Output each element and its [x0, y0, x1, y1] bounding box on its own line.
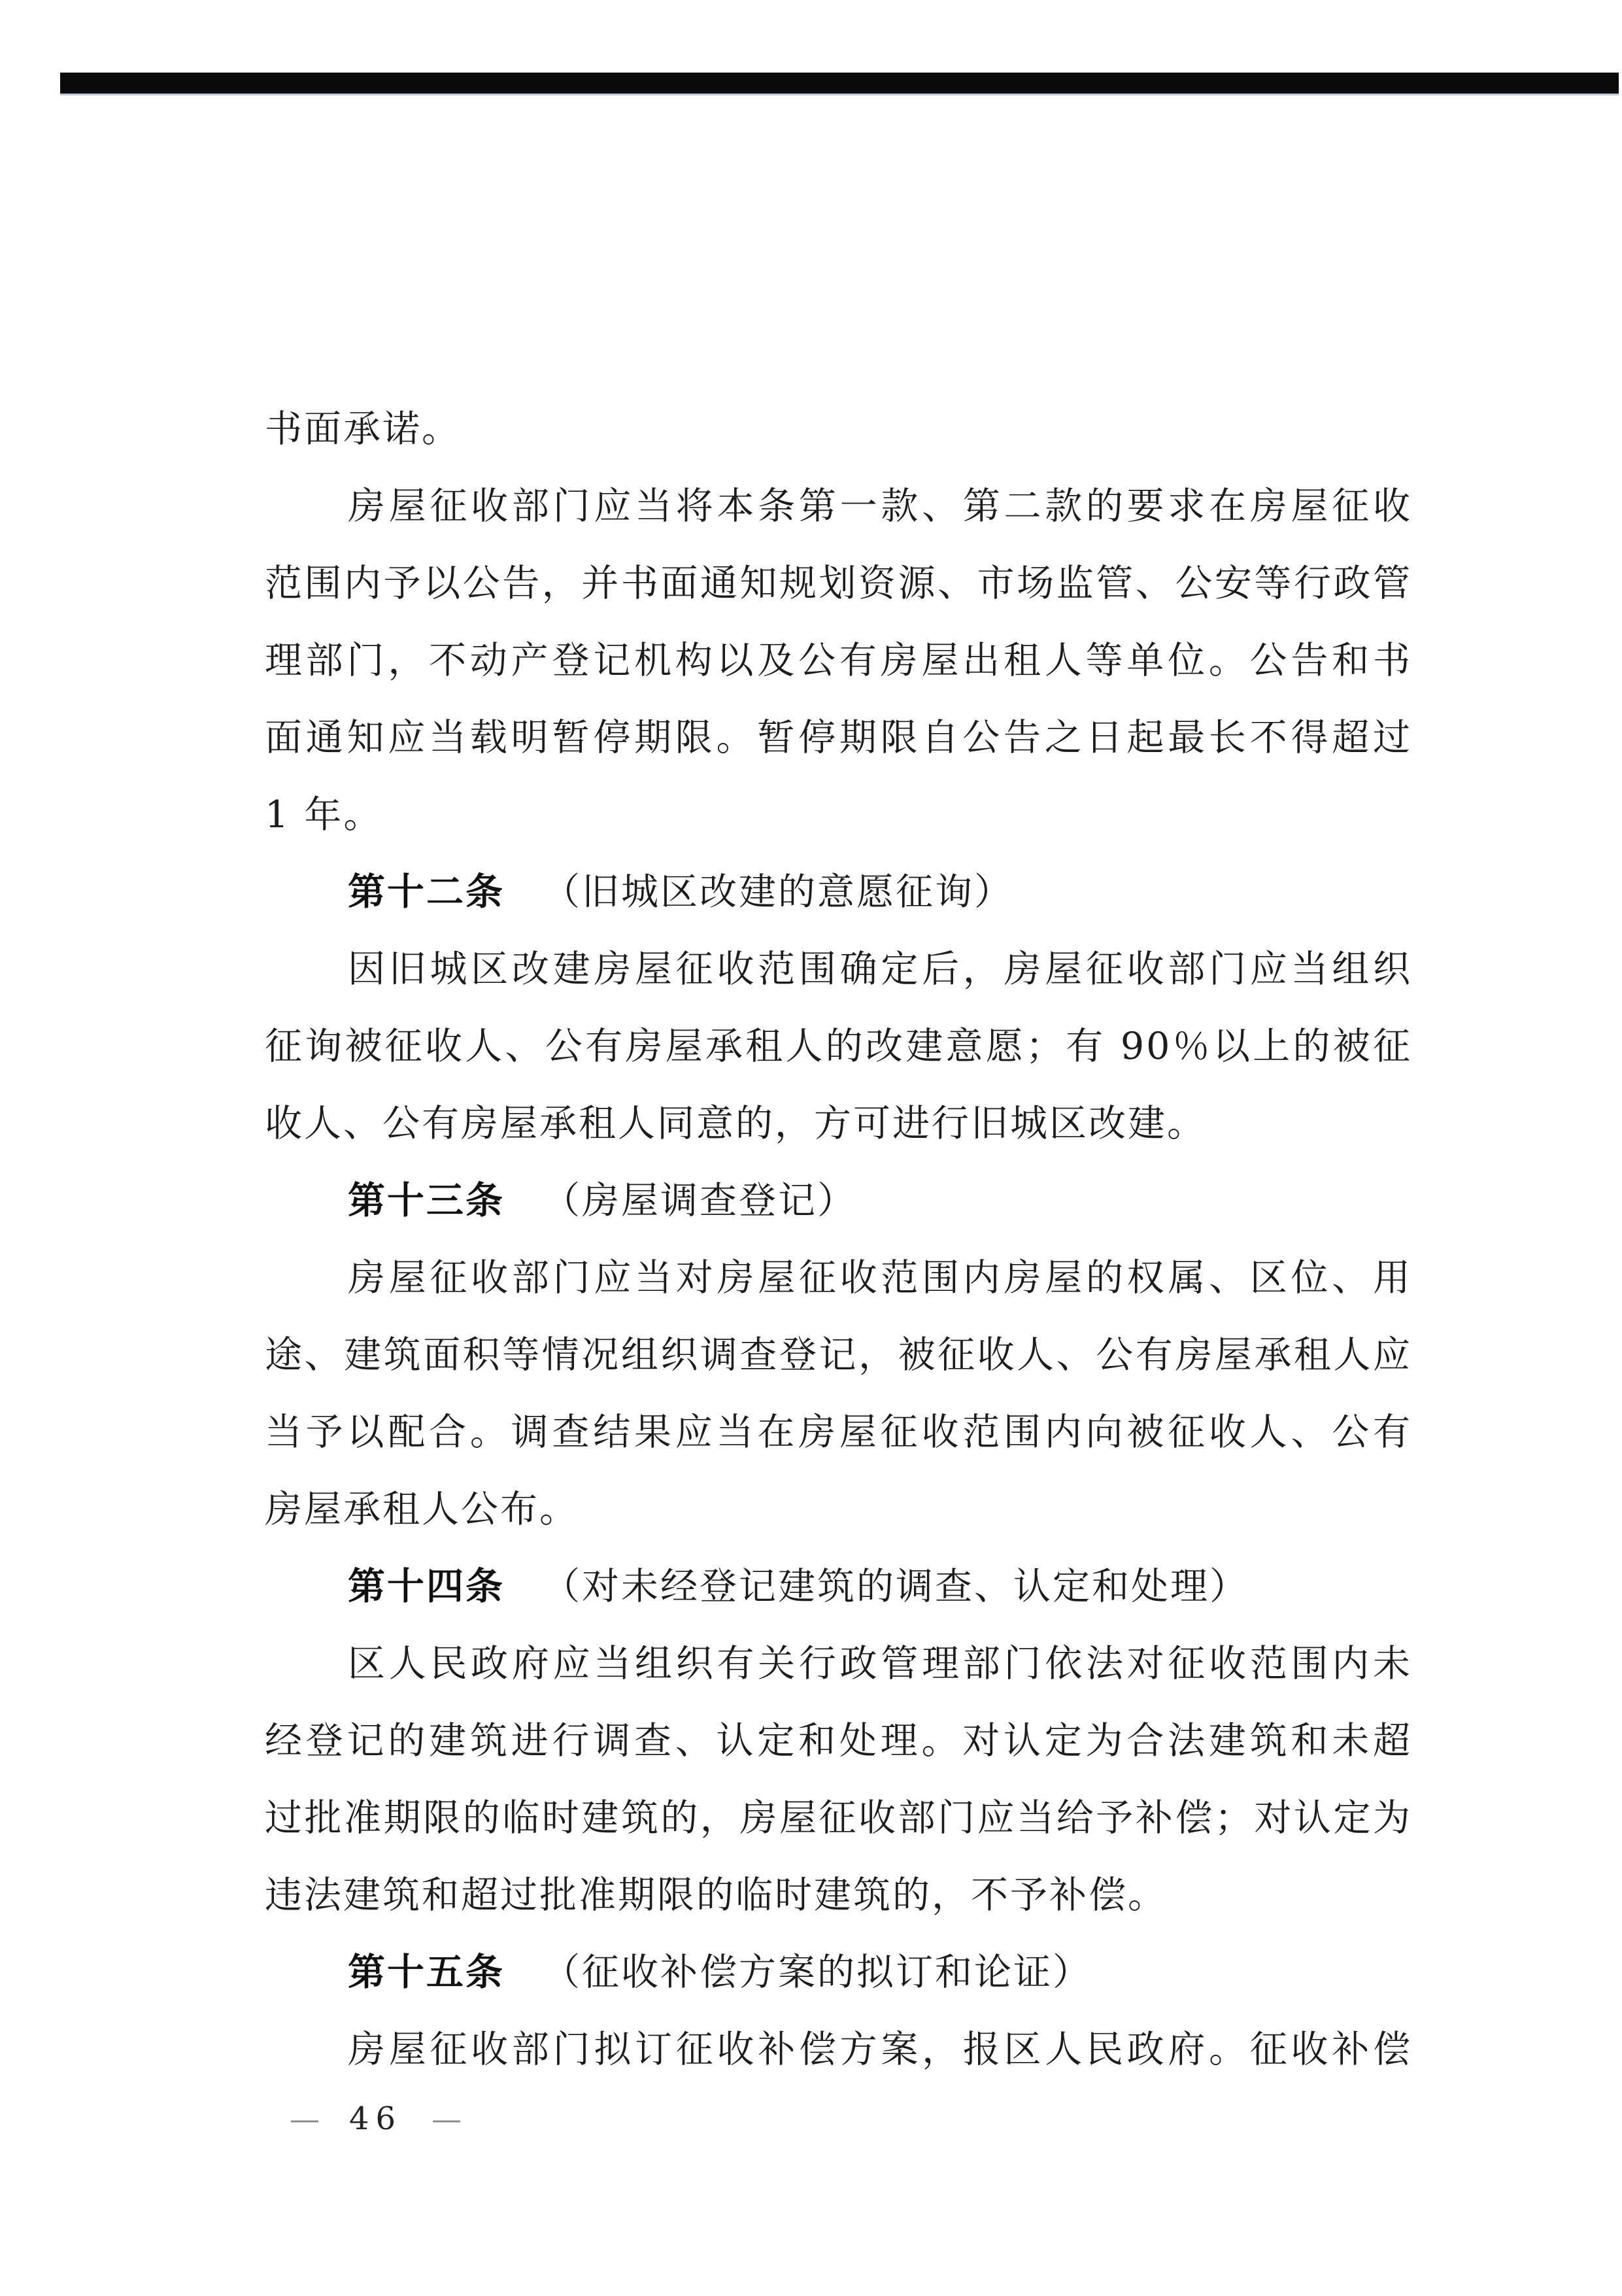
article-heading: [265, 1548, 1412, 1625]
text-line: 当予以配合。调查结果应当在房屋征收范围内向被征收人、公有: [265, 1411, 1412, 1454]
text-line: 书面承诺。: [265, 407, 461, 451]
page-footer: [290, 2096, 462, 2142]
text-line: 过批准期限的临时建筑的，房屋征收部门应当给予补偿；对认定为: [265, 1796, 1412, 1840]
top-rule: [60, 73, 1619, 94]
text-line: 经登记的建筑进行调查、认定和处理。对认定为合法建筑和未超: [265, 1719, 1412, 1762]
text-line: 面通知应当载明暂停期限。暂停期限自公告之日起最长不得超过: [265, 716, 1412, 759]
article-number: 第十二条: [348, 870, 505, 914]
text-line: 途、建筑面积等情况组织调查登记，被征收人、公有房屋承租人应: [265, 1333, 1412, 1377]
body-text: [265, 390, 1412, 2088]
article-heading: [265, 853, 1412, 931]
text-line: 征询被征收人、公有房屋承租人的改建意愿；有 90％以上的被征: [265, 1025, 1412, 1068]
text-line: 房屋征收部门应当将本条第一款、第二款的要求在房屋征收: [348, 485, 1412, 528]
text-line: 区人民政府应当组织有关行政管理部门依法对征收范围内未: [348, 1642, 1412, 1685]
article-title: （旧城区改建的意愿征询）: [543, 870, 1013, 914]
text-line: 房屋征收部门应当对房屋征收范围内房屋的权属、区位、用: [348, 1256, 1412, 1299]
page-number: 46: [349, 2100, 403, 2137]
text-line: 违法建筑和超过批准期限的临时建筑的，不予补偿。: [265, 1874, 1167, 1917]
article-number: 第十四条: [348, 1565, 505, 1608]
article-number: 第十三条: [348, 1179, 505, 1222]
text-line: 范围内予以公告，并书面通知规划资源、市场监管、公安等行政管: [265, 562, 1412, 605]
article-title: （征收补偿方案的拟订和论证）: [543, 1951, 1092, 1994]
text-line: 1 年。: [265, 793, 383, 836]
article-heading: [265, 1934, 1412, 2011]
article-heading: [265, 1162, 1412, 1239]
text-line: 房屋征收部门拟订征收补偿方案，报区人民政府。征收补偿: [348, 2028, 1412, 2071]
article-number: 第十五条: [348, 1951, 505, 1994]
article-title: （房屋调查登记）: [543, 1179, 856, 1222]
footer-dash-left: —: [290, 2101, 320, 2136]
article-title: （对未经登记建筑的调查、认定和处理）: [543, 1565, 1249, 1608]
footer-dash-right: —: [431, 2101, 462, 2136]
text-line: 收人、公有房屋承租人同意的，方可进行旧城区改建。: [265, 1102, 1206, 1145]
text-line: 房屋承租人公布。: [265, 1488, 579, 1531]
text-line: 因旧城区改建房屋征收范围确定后，房屋征收部门应当组织: [348, 948, 1412, 991]
text-line: 理部门，不动产登记机构以及公有房屋出租人等单位。公告和书: [265, 639, 1412, 682]
